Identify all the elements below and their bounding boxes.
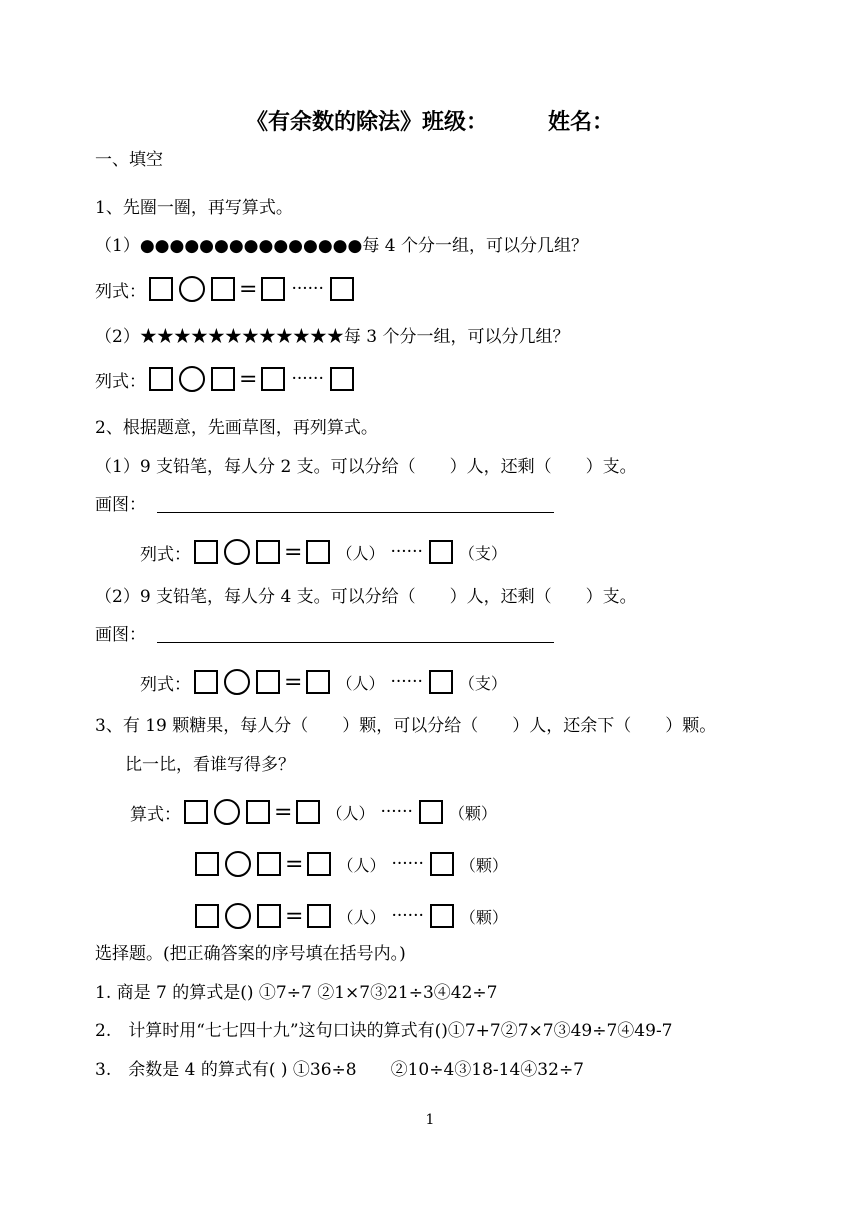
remainder-dots: ······: [291, 279, 324, 299]
q1-heading: 1、先圈一圈，再写算式。: [95, 198, 293, 218]
remainder-dots: ······: [391, 854, 424, 874]
operator-circle[interactable]: [225, 903, 251, 929]
operator-circle[interactable]: [224, 669, 250, 695]
q3-compare: 比一比，看谁写得多？: [125, 755, 295, 775]
section-fill-blank: 一、填空: [95, 150, 163, 170]
answer-box[interactable]: [194, 670, 218, 694]
unit-people: （人）: [337, 907, 386, 927]
choice-heading: 选择题。(把正确答案的序号填在括号内。): [95, 944, 406, 964]
answer-box[interactable]: [246, 800, 270, 824]
remainder-box[interactable]: [430, 852, 454, 876]
answer-box[interactable]: [307, 904, 331, 928]
q1-equation-1: 列式： = ······: [95, 274, 357, 304]
answer-box[interactable]: [261, 367, 285, 391]
operator-circle[interactable]: [214, 799, 240, 825]
operator-circle[interactable]: [225, 851, 251, 877]
unit-pencils: （支）: [458, 673, 507, 693]
q2-draw-label-1: 画图：: [95, 495, 146, 515]
answer-box[interactable]: [306, 540, 330, 564]
remainder-box[interactable]: [429, 540, 453, 564]
answer-box[interactable]: [257, 904, 281, 928]
remainder-box[interactable]: [330, 367, 354, 391]
remainder-box[interactable]: [429, 670, 453, 694]
choice-item-1: 1. 商是 7 的算式是() ①7÷7 ②1×7③21÷3④42÷7: [95, 983, 498, 1003]
remainder-dots: ······: [391, 906, 424, 926]
remainder-box[interactable]: [430, 904, 454, 928]
equation-label: 列式：: [95, 281, 146, 302]
answer-box[interactable]: [211, 277, 235, 301]
operator-circle[interactable]: [179, 366, 205, 392]
remainder-dots: ······: [390, 672, 423, 692]
choice-item-2: 2. 计算时用“七七四十九”这句口诀的算式有()①7+7②7×7③49÷7④49-7: [95, 1021, 673, 1041]
q3-heading: 3、有 19 颗糖果，每人分（ ）颗，可以分给（ ）人，还余下（ ）颗。: [95, 716, 717, 736]
answer-box[interactable]: [211, 367, 235, 391]
remainder-box[interactable]: [419, 800, 443, 824]
answer-box[interactable]: [256, 670, 280, 694]
equation-label: 列式：: [140, 674, 191, 695]
remainder-dots: ······: [291, 369, 324, 389]
q2-heading: 2、根据题意，先画草图，再列算式。: [95, 418, 378, 438]
answer-box[interactable]: [149, 367, 173, 391]
answer-box[interactable]: [306, 670, 330, 694]
unit-people: （人）: [326, 803, 375, 823]
q1-part2: （2）★★★★★★★★★★★★每 3 个分一组，可以分几组？: [95, 327, 570, 347]
title-class-label: 《有余数的除法》班级：: [245, 109, 488, 135]
unit-people: （人）: [336, 673, 385, 693]
drawing-line[interactable]: [157, 512, 554, 513]
answer-box[interactable]: [256, 540, 280, 564]
equation-label: 列式：: [140, 544, 191, 565]
remainder-box[interactable]: [330, 277, 354, 301]
q1-part1: （1）●●●●●●●●●●●●●●●每 4 个分一组，可以分几组？: [95, 236, 588, 256]
q3-equation-3: = （人） ······ （颗）: [192, 901, 511, 931]
answer-box[interactable]: [307, 852, 331, 876]
answer-box[interactable]: [194, 540, 218, 564]
operator-circle[interactable]: [179, 276, 205, 302]
q2-equation-2: 列式： = （人） ······ （支）: [140, 669, 507, 695]
q3-equation-2: = （人） ······ （颗）: [192, 849, 511, 879]
q2-part2: （2）9 支铅笔，每人分 4 支。可以分给（ ）人，还剩（ ）支。: [95, 587, 637, 607]
unit-candies: （颗）: [459, 907, 508, 927]
page-number: 1: [425, 1112, 435, 1128]
answer-box[interactable]: [195, 852, 219, 876]
answer-box[interactable]: [149, 277, 173, 301]
q2-equation-1: 列式： = （人） ······ （支）: [140, 539, 507, 565]
operator-circle[interactable]: [224, 539, 250, 565]
answer-box[interactable]: [296, 800, 320, 824]
unit-candies: （颗）: [459, 855, 508, 875]
equation-label: 算式：: [130, 804, 181, 825]
unit-pencils: （支）: [458, 543, 507, 563]
drawing-line[interactable]: [157, 642, 554, 643]
answer-box[interactable]: [184, 800, 208, 824]
choice-item-3: 3. 余数是 4 的算式有( ) ①36÷8 ②10÷4③18-14④32÷7: [95, 1060, 584, 1080]
answer-box[interactable]: [195, 904, 219, 928]
answer-box[interactable]: [261, 277, 285, 301]
unit-candies: （颗）: [448, 803, 497, 823]
equation-label: 列式：: [95, 371, 146, 392]
q2-draw-label-2: 画图：: [95, 625, 146, 645]
remainder-dots: ······: [390, 542, 423, 562]
title-name-label: 姓名：: [548, 109, 615, 135]
unit-people: （人）: [336, 543, 385, 563]
q3-equation-1: 算式： = （人） ······ （颗）: [130, 799, 497, 825]
answer-box[interactable]: [257, 852, 281, 876]
q2-part1: （1）9 支铅笔，每人分 2 支。可以分给（ ）人，还剩（ ）支。: [95, 457, 637, 477]
worksheet-title: [0, 108, 860, 136]
remainder-dots: ······: [380, 802, 413, 822]
unit-people: （人）: [337, 855, 386, 875]
q1-equation-2: 列式： = ······: [95, 364, 357, 394]
